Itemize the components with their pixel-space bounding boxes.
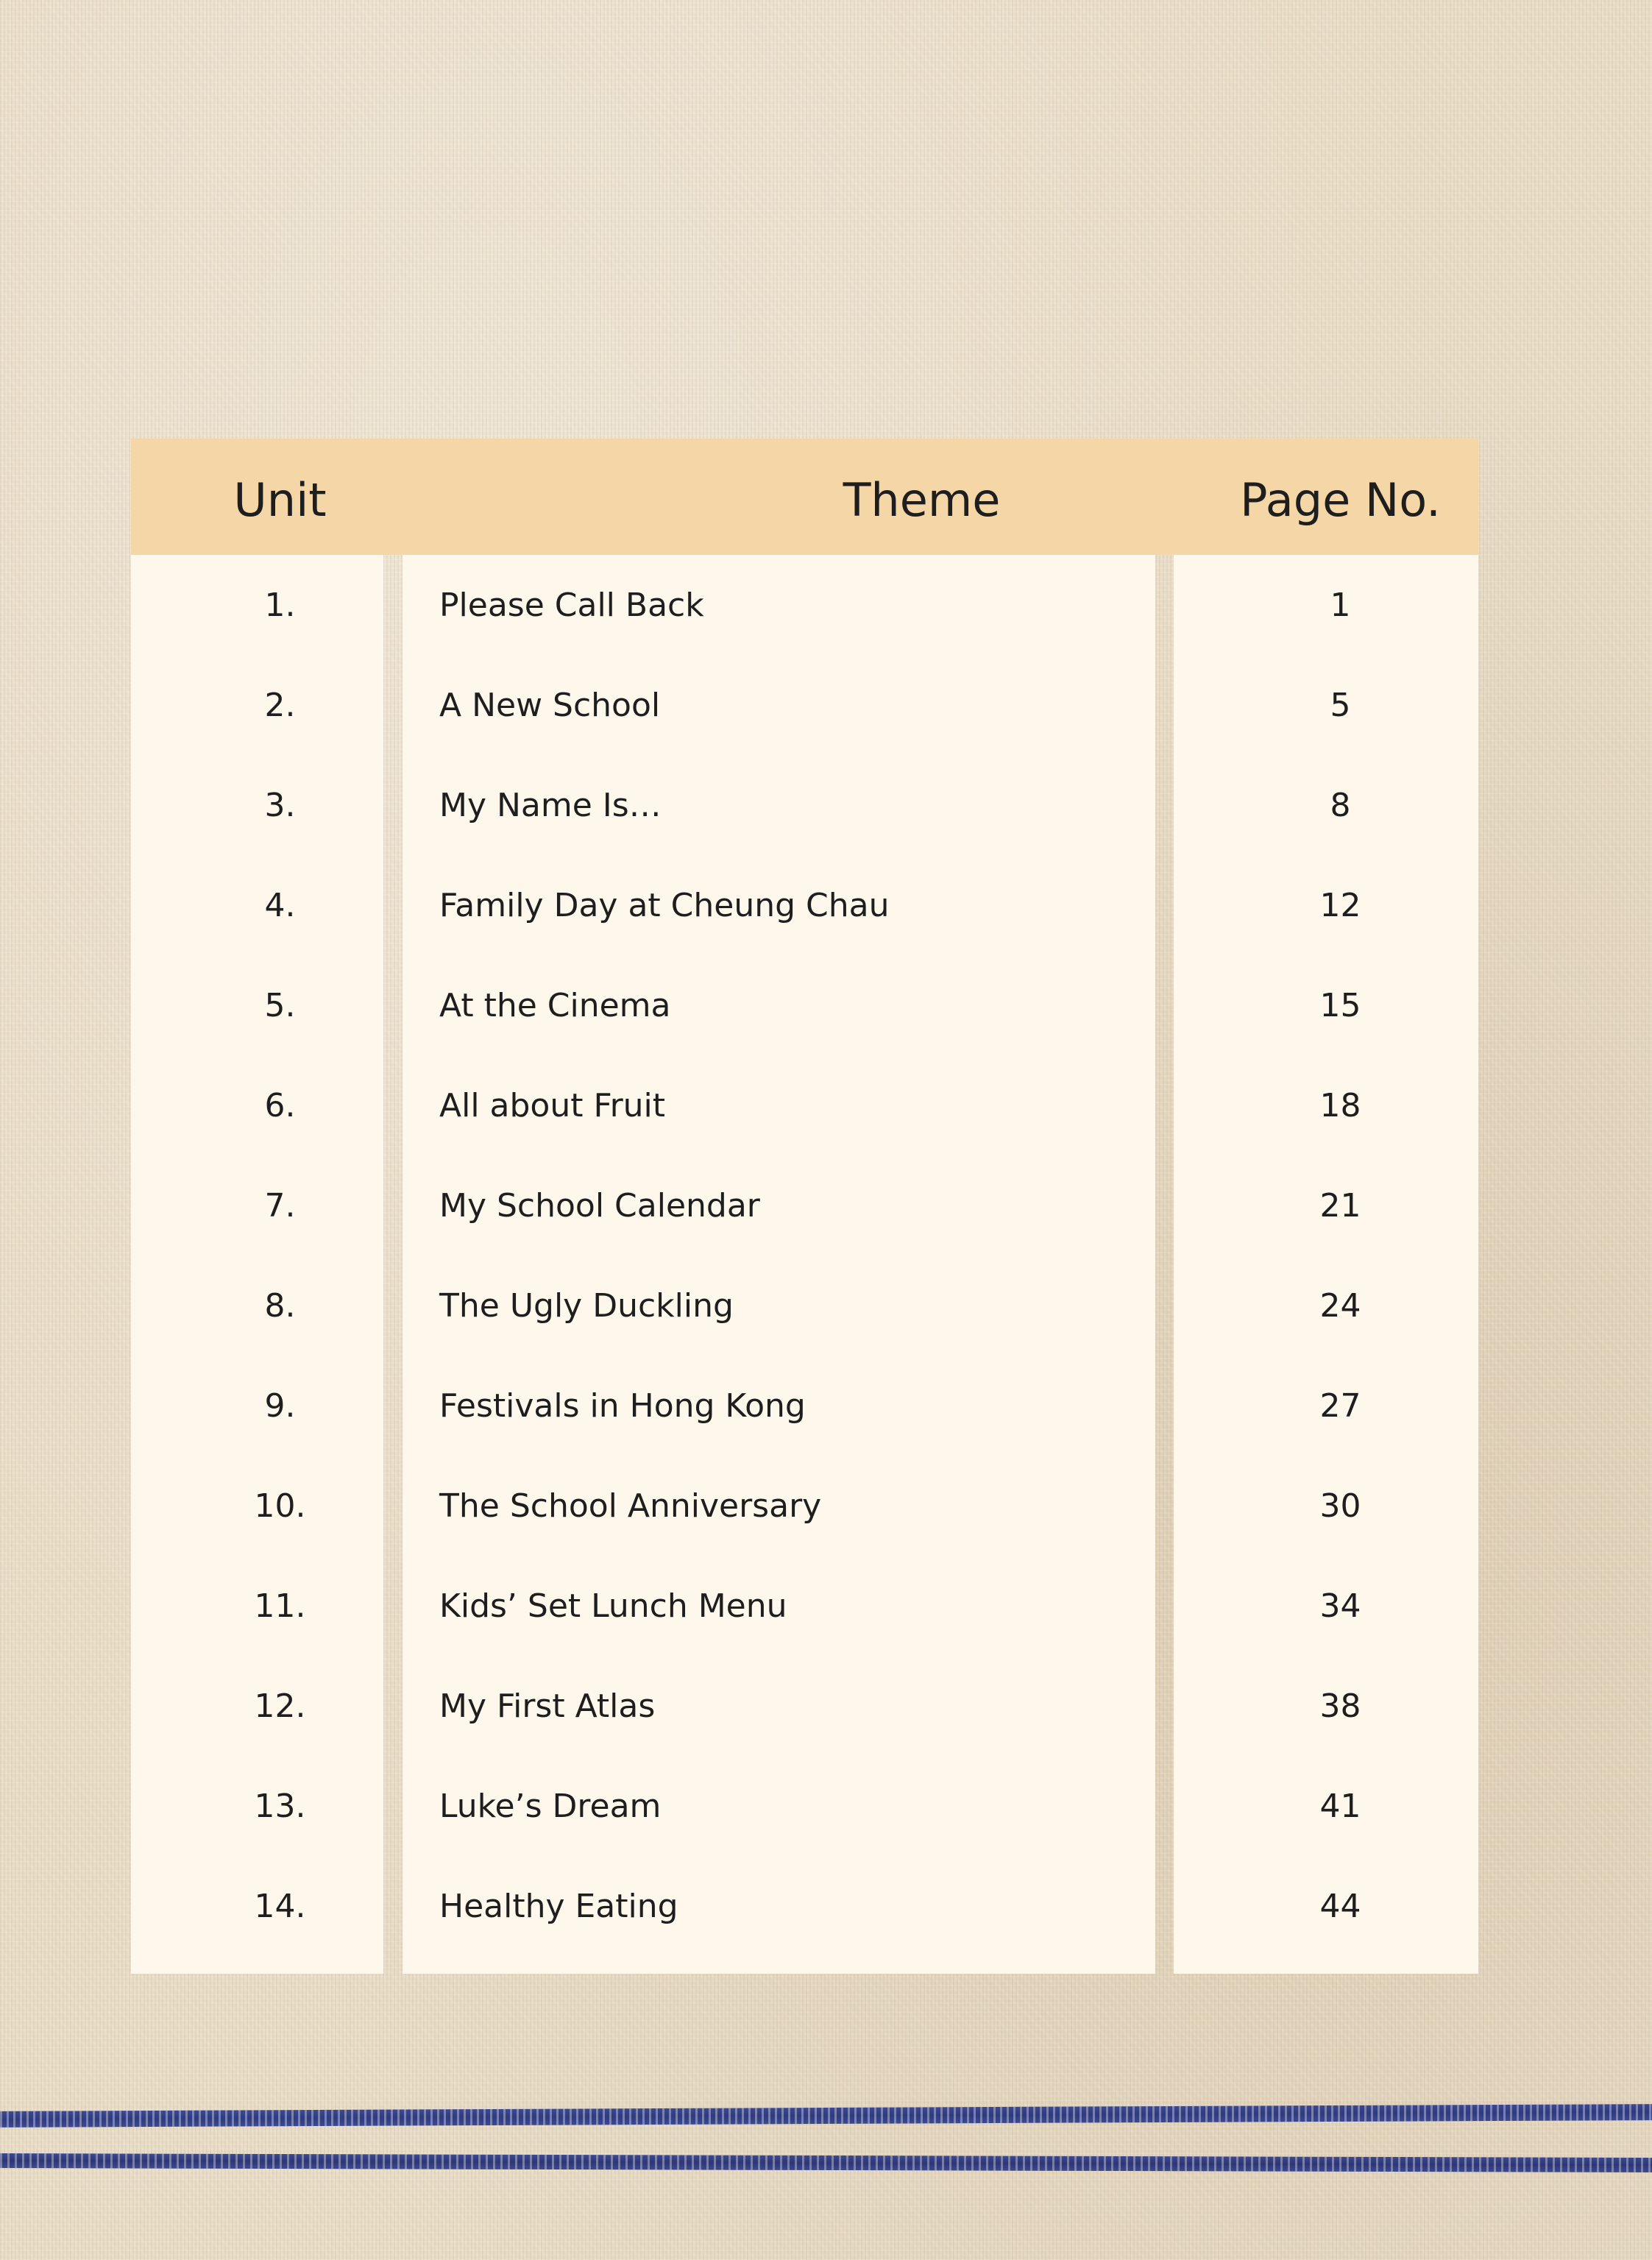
blue-stripe-top bbox=[0, 2104, 1652, 2128]
table-row bbox=[131, 856, 1478, 956]
page-number: 1 bbox=[1330, 587, 1351, 624]
page-number: 21 bbox=[1319, 1187, 1361, 1225]
unit-theme: Family Day at Cheung Chau bbox=[439, 887, 890, 924]
unit-number: 11. bbox=[254, 1587, 306, 1625]
unit-theme: My Name Is… bbox=[439, 787, 662, 824]
unit-theme: Please Call Back bbox=[439, 587, 704, 624]
page-number: 18 bbox=[1319, 1087, 1361, 1124]
blue-stripe-bottom bbox=[0, 2153, 1652, 2172]
unit-theme: A New School bbox=[439, 687, 661, 724]
unit-number: 14. bbox=[254, 1888, 306, 1925]
page-number: 15 bbox=[1319, 987, 1361, 1024]
unit-theme: The Ugly Duckling bbox=[439, 1287, 734, 1325]
page-number: 8 bbox=[1330, 787, 1351, 824]
unit-theme: Festivals in Hong Kong bbox=[439, 1387, 806, 1425]
page-number: 38 bbox=[1319, 1687, 1361, 1725]
table-row bbox=[131, 756, 1478, 856]
table-row bbox=[131, 1456, 1478, 1556]
unit-theme: The School Anniversary bbox=[439, 1487, 822, 1525]
unit-number: 6. bbox=[264, 1087, 296, 1124]
table-row bbox=[131, 1757, 1478, 1857]
table-row bbox=[131, 956, 1478, 1056]
unit-number: 12. bbox=[254, 1687, 306, 1725]
table-row bbox=[131, 556, 1478, 656]
unit-theme: My School Calendar bbox=[439, 1187, 760, 1225]
unit-number: 3. bbox=[264, 787, 296, 824]
table-row bbox=[131, 1657, 1478, 1757]
table-row bbox=[131, 1556, 1478, 1657]
unit-theme: My First Atlas bbox=[439, 1687, 656, 1725]
header-page-no: Page No. bbox=[1240, 473, 1441, 527]
page-number: 27 bbox=[1319, 1387, 1361, 1425]
page-number: 30 bbox=[1319, 1487, 1361, 1525]
unit-number: 7. bbox=[264, 1187, 296, 1225]
page-number: 5 bbox=[1330, 687, 1351, 724]
table-row bbox=[131, 656, 1478, 756]
unit-theme: Kids’ Set Lunch Menu bbox=[439, 1587, 787, 1625]
table-row bbox=[131, 1356, 1478, 1456]
page-number: 12 bbox=[1319, 887, 1361, 924]
header-theme: Theme bbox=[843, 473, 1001, 527]
table-row bbox=[131, 1156, 1478, 1256]
table-row bbox=[131, 1256, 1478, 1356]
unit-theme: All about Fruit bbox=[439, 1087, 666, 1124]
table-row bbox=[131, 1857, 1478, 1957]
page-number: 24 bbox=[1319, 1287, 1361, 1325]
unit-number: 9. bbox=[264, 1387, 296, 1425]
table-header bbox=[131, 439, 1478, 555]
unit-number: 2. bbox=[264, 687, 296, 724]
unit-number: 10. bbox=[254, 1487, 306, 1525]
table-row bbox=[131, 1056, 1478, 1156]
unit-number: 13. bbox=[254, 1788, 306, 1825]
header-unit: Unit bbox=[233, 473, 327, 527]
unit-number: 8. bbox=[264, 1287, 296, 1325]
unit-number: 5. bbox=[264, 987, 296, 1024]
unit-theme: Healthy Eating bbox=[439, 1888, 678, 1925]
contents-table bbox=[131, 439, 1478, 1974]
unit-number: 4. bbox=[264, 887, 296, 924]
unit-number: 1. bbox=[264, 587, 296, 624]
page-number: 34 bbox=[1319, 1587, 1361, 1625]
unit-theme: Luke’s Dream bbox=[439, 1788, 662, 1825]
page-number: 41 bbox=[1319, 1788, 1361, 1825]
unit-theme: At the Cinema bbox=[439, 987, 671, 1024]
page-number: 44 bbox=[1319, 1888, 1361, 1925]
